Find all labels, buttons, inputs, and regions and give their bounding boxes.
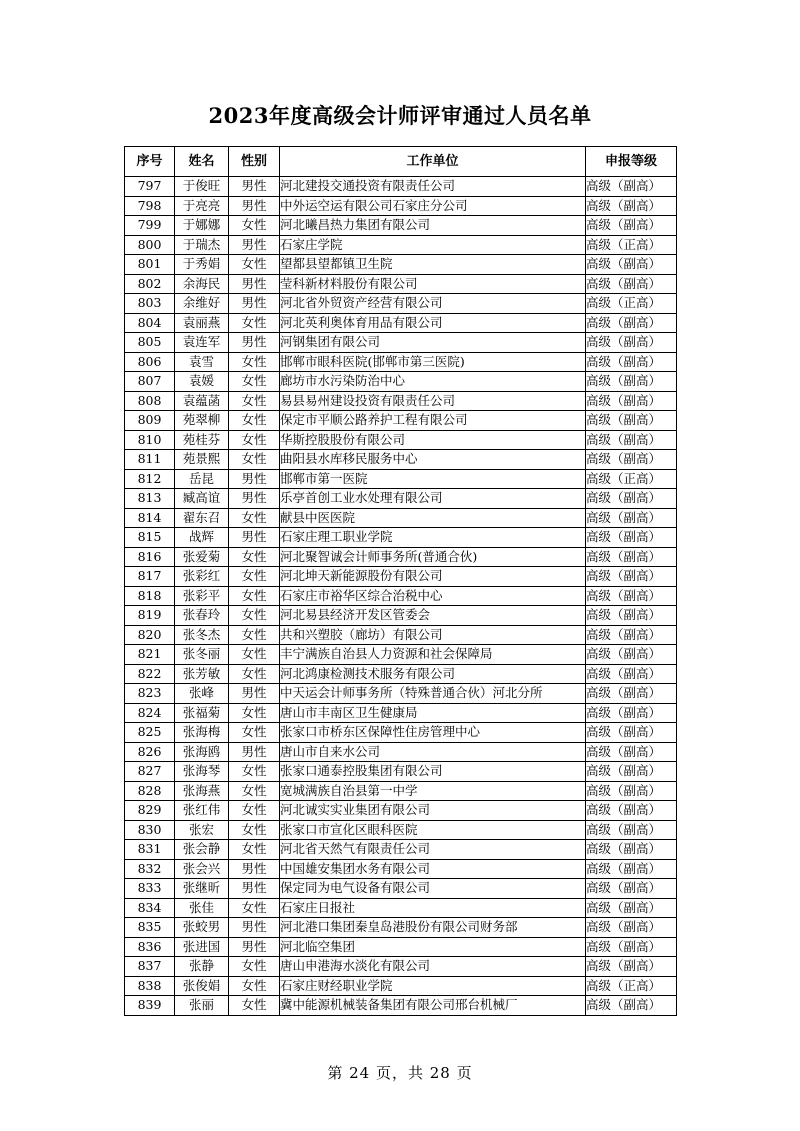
work-unit: 河北坤天新能源股份有限公司 bbox=[280, 567, 586, 587]
row-index: 810 bbox=[125, 430, 175, 450]
application-level: 高级（副高） bbox=[586, 391, 677, 411]
row-index: 802 bbox=[125, 274, 175, 294]
application-level: 高级（副高） bbox=[586, 781, 677, 801]
application-level: 高级（副高） bbox=[586, 937, 677, 957]
column-header-name: 姓名 bbox=[175, 147, 229, 177]
table-row bbox=[125, 840, 677, 860]
person-name: 张春玲 bbox=[175, 606, 229, 626]
table-row bbox=[125, 274, 677, 294]
person-gender: 女性 bbox=[229, 820, 280, 840]
work-unit: 乐亭首创工业水处理有限公司 bbox=[280, 489, 586, 509]
work-unit: 河北聚智诚会计师事务所(普通合伙) bbox=[280, 547, 586, 567]
person-gender: 女性 bbox=[229, 762, 280, 782]
row-index: 821 bbox=[125, 645, 175, 665]
row-index: 830 bbox=[125, 820, 175, 840]
column-header-organization: 工作单位 bbox=[280, 147, 586, 177]
person-name: 于俊旺 bbox=[175, 177, 229, 197]
person-name: 张俊娟 bbox=[175, 976, 229, 996]
page-footer: 第 24 页，共 28 页 bbox=[327, 1064, 473, 1082]
row-index: 825 bbox=[125, 723, 175, 743]
person-gender: 女性 bbox=[229, 430, 280, 450]
table-row bbox=[125, 216, 677, 236]
table-row bbox=[125, 469, 677, 489]
row-index: 839 bbox=[125, 996, 175, 1016]
row-index: 835 bbox=[125, 918, 175, 938]
person-gender: 女性 bbox=[229, 840, 280, 860]
row-index: 805 bbox=[125, 333, 175, 353]
table-row bbox=[125, 996, 677, 1016]
application-level: 高级（副高） bbox=[586, 567, 677, 587]
person-gender: 男性 bbox=[229, 684, 280, 704]
person-gender: 女性 bbox=[229, 255, 280, 275]
table-row bbox=[125, 859, 677, 879]
person-name: 袁蕴菡 bbox=[175, 391, 229, 411]
person-gender: 女性 bbox=[229, 957, 280, 977]
table-row bbox=[125, 489, 677, 509]
application-level: 高级（副高） bbox=[586, 762, 677, 782]
table-row bbox=[125, 937, 677, 957]
row-index: 803 bbox=[125, 294, 175, 314]
person-name: 袁雪 bbox=[175, 352, 229, 372]
person-name: 张红伟 bbox=[175, 801, 229, 821]
application-level: 高级（副高） bbox=[586, 352, 677, 372]
work-unit: 廊坊市水污染防治中心 bbox=[280, 372, 586, 392]
table-row bbox=[125, 898, 677, 918]
work-unit: 宽城满族自治县第一中学 bbox=[280, 781, 586, 801]
person-name: 战辉 bbox=[175, 528, 229, 548]
row-index: 836 bbox=[125, 937, 175, 957]
row-index: 801 bbox=[125, 255, 175, 275]
table-row bbox=[125, 664, 677, 684]
table-body bbox=[125, 177, 677, 1016]
table-row bbox=[125, 684, 677, 704]
person-name: 张冬杰 bbox=[175, 625, 229, 645]
work-unit: 张家口市宣化区眼科医院 bbox=[280, 820, 586, 840]
application-level: 高级（副高） bbox=[586, 313, 677, 333]
work-unit: 河北省外贸资产经营有限公司 bbox=[280, 294, 586, 314]
row-index: 797 bbox=[125, 177, 175, 197]
work-unit: 河北临空集团 bbox=[280, 937, 586, 957]
person-name: 张佳 bbox=[175, 898, 229, 918]
person-name: 张峰 bbox=[175, 684, 229, 704]
row-index: 818 bbox=[125, 586, 175, 606]
work-unit: 中天运会计师事务所（特殊普通合伙）河北分所 bbox=[280, 684, 586, 704]
table-row bbox=[125, 333, 677, 353]
person-name: 张会静 bbox=[175, 840, 229, 860]
table-row bbox=[125, 411, 677, 431]
person-name: 翟东召 bbox=[175, 508, 229, 528]
page-title: 2023年度高级会计师评审通过人员名单 bbox=[208, 103, 592, 128]
work-unit: 张家口通泰控股集团有限公司 bbox=[280, 762, 586, 782]
person-gender: 男性 bbox=[229, 274, 280, 294]
person-gender: 女性 bbox=[229, 450, 280, 470]
application-level: 高级（正高） bbox=[586, 976, 677, 996]
application-level: 高级（副高） bbox=[586, 918, 677, 938]
person-name: 袁媛 bbox=[175, 372, 229, 392]
row-index: 799 bbox=[125, 216, 175, 236]
application-level: 高级（副高） bbox=[586, 645, 677, 665]
person-name: 张静 bbox=[175, 957, 229, 977]
person-gender: 女性 bbox=[229, 547, 280, 567]
work-unit: 易县易州建设投资有限责任公司 bbox=[280, 391, 586, 411]
person-gender: 男性 bbox=[229, 177, 280, 197]
application-level: 高级（副高） bbox=[586, 801, 677, 821]
application-level: 高级（副高） bbox=[586, 820, 677, 840]
table-row bbox=[125, 255, 677, 275]
table-row bbox=[125, 742, 677, 762]
application-level: 高级（副高） bbox=[586, 840, 677, 860]
work-unit: 唐山市自来水公司 bbox=[280, 742, 586, 762]
person-gender: 女性 bbox=[229, 645, 280, 665]
application-level: 高级（副高） bbox=[586, 957, 677, 977]
person-gender: 女性 bbox=[229, 411, 280, 431]
work-unit: 邯郸市第一医院 bbox=[280, 469, 586, 489]
table-row bbox=[125, 820, 677, 840]
person-name: 余维好 bbox=[175, 294, 229, 314]
row-index: 809 bbox=[125, 411, 175, 431]
work-unit: 冀中能源机械装备集团有限公司邢台机械厂 bbox=[280, 996, 586, 1016]
application-level: 高级（副高） bbox=[586, 430, 677, 450]
person-gender: 男性 bbox=[229, 528, 280, 548]
person-name: 岳昆 bbox=[175, 469, 229, 489]
application-level: 高级（副高） bbox=[586, 606, 677, 626]
row-index: 800 bbox=[125, 235, 175, 255]
application-level: 高级（副高） bbox=[586, 742, 677, 762]
person-gender: 男性 bbox=[229, 235, 280, 255]
work-unit: 河北鸿康检测技术服务有限公司 bbox=[280, 664, 586, 684]
person-gender: 女性 bbox=[229, 216, 280, 236]
person-name: 袁丽燕 bbox=[175, 313, 229, 333]
application-level: 高级（副高） bbox=[586, 177, 677, 197]
person-name: 张丽 bbox=[175, 996, 229, 1016]
application-level: 高级（副高） bbox=[586, 255, 677, 275]
person-name: 张蛟男 bbox=[175, 918, 229, 938]
application-level: 高级（副高） bbox=[586, 508, 677, 528]
person-name: 张进国 bbox=[175, 937, 229, 957]
person-name: 张海鸥 bbox=[175, 742, 229, 762]
table-row bbox=[125, 567, 677, 587]
work-unit: 石家庄学院 bbox=[280, 235, 586, 255]
row-index: 819 bbox=[125, 606, 175, 626]
person-gender: 男性 bbox=[229, 879, 280, 899]
application-level: 高级（副高） bbox=[586, 216, 677, 236]
person-gender: 女性 bbox=[229, 567, 280, 587]
table-row bbox=[125, 703, 677, 723]
application-level: 高级（副高） bbox=[586, 450, 677, 470]
application-level: 高级（副高） bbox=[586, 723, 677, 743]
person-gender: 男性 bbox=[229, 196, 280, 216]
application-level: 高级（正高） bbox=[586, 294, 677, 314]
work-unit: 丰宁满族自治县人力资源和社会保障局 bbox=[280, 645, 586, 665]
work-unit: 河北英利奥体育用品有限公司 bbox=[280, 313, 586, 333]
person-gender: 女性 bbox=[229, 781, 280, 801]
table-row bbox=[125, 391, 677, 411]
table-row bbox=[125, 625, 677, 645]
application-level: 高级（副高） bbox=[586, 859, 677, 879]
work-unit: 华斯控股股份有限公司 bbox=[280, 430, 586, 450]
work-unit: 中国雄安集团水务有限公司 bbox=[280, 859, 586, 879]
person-name: 张芳敏 bbox=[175, 664, 229, 684]
person-name: 张彩平 bbox=[175, 586, 229, 606]
table-row bbox=[125, 781, 677, 801]
person-name: 张彩红 bbox=[175, 567, 229, 587]
table-row bbox=[125, 918, 677, 938]
table-row bbox=[125, 196, 677, 216]
person-name: 张海琴 bbox=[175, 762, 229, 782]
table-row bbox=[125, 372, 677, 392]
work-unit: 望都县望都镇卫生院 bbox=[280, 255, 586, 275]
table-row bbox=[125, 430, 677, 450]
person-gender: 女性 bbox=[229, 606, 280, 626]
application-level: 高级（副高） bbox=[586, 274, 677, 294]
table-row bbox=[125, 235, 677, 255]
application-level: 高级（副高） bbox=[586, 196, 677, 216]
row-index: 832 bbox=[125, 859, 175, 879]
table-row bbox=[125, 801, 677, 821]
table-row bbox=[125, 313, 677, 333]
person-gender: 女性 bbox=[229, 313, 280, 333]
application-level: 高级（副高） bbox=[586, 625, 677, 645]
person-gender: 男性 bbox=[229, 937, 280, 957]
row-index: 829 bbox=[125, 801, 175, 821]
person-gender: 女性 bbox=[229, 391, 280, 411]
work-unit: 邯郸市眼科医院(邯郸市第三医院) bbox=[280, 352, 586, 372]
work-unit: 河北曦昌热力集团有限公司 bbox=[280, 216, 586, 236]
work-unit: 石家庄市裕华区综合治税中心 bbox=[280, 586, 586, 606]
work-unit: 河北诚实实业集团有限公司 bbox=[280, 801, 586, 821]
application-level: 高级（副高） bbox=[586, 664, 677, 684]
work-unit: 莹科新材料股份有限公司 bbox=[280, 274, 586, 294]
row-index: 813 bbox=[125, 489, 175, 509]
row-index: 823 bbox=[125, 684, 175, 704]
person-gender: 男性 bbox=[229, 859, 280, 879]
row-index: 834 bbox=[125, 898, 175, 918]
table-row bbox=[125, 723, 677, 743]
table-header-row bbox=[125, 147, 677, 177]
row-index: 837 bbox=[125, 957, 175, 977]
person-name: 余海民 bbox=[175, 274, 229, 294]
table-row bbox=[125, 762, 677, 782]
person-name: 于瑞杰 bbox=[175, 235, 229, 255]
person-name: 张会兴 bbox=[175, 859, 229, 879]
row-index: 814 bbox=[125, 508, 175, 528]
person-gender: 男性 bbox=[229, 469, 280, 489]
person-name: 于亮亮 bbox=[175, 196, 229, 216]
row-index: 828 bbox=[125, 781, 175, 801]
table-row bbox=[125, 450, 677, 470]
table-row bbox=[125, 352, 677, 372]
table-row bbox=[125, 294, 677, 314]
application-level: 高级（副高） bbox=[586, 898, 677, 918]
work-unit: 唐山申港海水淡化有限公司 bbox=[280, 957, 586, 977]
person-name: 臧高谊 bbox=[175, 489, 229, 509]
row-index: 816 bbox=[125, 547, 175, 567]
work-unit: 保定市平顺公路养护工程有限公司 bbox=[280, 411, 586, 431]
person-gender: 女性 bbox=[229, 703, 280, 723]
row-index: 831 bbox=[125, 840, 175, 860]
person-name: 于秀娟 bbox=[175, 255, 229, 275]
application-level: 高级（副高） bbox=[586, 586, 677, 606]
table-row bbox=[125, 528, 677, 548]
person-gender: 女性 bbox=[229, 625, 280, 645]
work-unit: 石家庄财经职业学院 bbox=[280, 976, 586, 996]
person-gender: 男性 bbox=[229, 294, 280, 314]
person-name: 张继昕 bbox=[175, 879, 229, 899]
person-name: 苑景熙 bbox=[175, 450, 229, 470]
application-level: 高级（副高） bbox=[586, 703, 677, 723]
table-row bbox=[125, 957, 677, 977]
work-unit: 河北港口集团秦皇岛港股份有限公司财务部 bbox=[280, 918, 586, 938]
table-row bbox=[125, 645, 677, 665]
person-gender: 女性 bbox=[229, 996, 280, 1016]
work-unit: 中外运空运有限公司石家庄分公司 bbox=[280, 196, 586, 216]
column-header-gender: 性别 bbox=[229, 147, 280, 177]
application-level: 高级（副高） bbox=[586, 996, 677, 1016]
application-level: 高级（副高） bbox=[586, 547, 677, 567]
work-unit: 石家庄日报社 bbox=[280, 898, 586, 918]
table-row bbox=[125, 606, 677, 626]
work-unit: 献县中医医院 bbox=[280, 508, 586, 528]
person-name: 张爱菊 bbox=[175, 547, 229, 567]
work-unit: 石家庄理工职业学院 bbox=[280, 528, 586, 548]
row-index: 804 bbox=[125, 313, 175, 333]
person-gender: 女性 bbox=[229, 372, 280, 392]
person-gender: 女性 bbox=[229, 586, 280, 606]
row-index: 824 bbox=[125, 703, 175, 723]
table-row bbox=[125, 879, 677, 899]
work-unit: 共和兴塑胶（廊坊）有限公司 bbox=[280, 625, 586, 645]
row-index: 826 bbox=[125, 742, 175, 762]
work-unit: 曲阳县水库移民服务中心 bbox=[280, 450, 586, 470]
person-name: 张冬丽 bbox=[175, 645, 229, 665]
person-name: 于娜娜 bbox=[175, 216, 229, 236]
application-level: 高级（正高） bbox=[586, 235, 677, 255]
person-gender: 男性 bbox=[229, 333, 280, 353]
application-level: 高级（副高） bbox=[586, 411, 677, 431]
row-index: 833 bbox=[125, 879, 175, 899]
table-row bbox=[125, 508, 677, 528]
person-gender: 女性 bbox=[229, 976, 280, 996]
row-index: 822 bbox=[125, 664, 175, 684]
person-name: 张宏 bbox=[175, 820, 229, 840]
person-name: 苑翠柳 bbox=[175, 411, 229, 431]
row-index: 807 bbox=[125, 372, 175, 392]
person-gender: 男性 bbox=[229, 742, 280, 762]
person-gender: 男性 bbox=[229, 489, 280, 509]
person-gender: 男性 bbox=[229, 918, 280, 938]
person-name: 张海燕 bbox=[175, 781, 229, 801]
row-index: 798 bbox=[125, 196, 175, 216]
person-gender: 女性 bbox=[229, 723, 280, 743]
work-unit: 河北易县经济开发区管委会 bbox=[280, 606, 586, 626]
person-name: 苑桂芬 bbox=[175, 430, 229, 450]
personnel-table bbox=[124, 146, 677, 1016]
row-index: 812 bbox=[125, 469, 175, 489]
table-row bbox=[125, 177, 677, 197]
column-header-level: 申报等级 bbox=[586, 147, 677, 177]
application-level: 高级（副高） bbox=[586, 333, 677, 353]
person-gender: 女性 bbox=[229, 508, 280, 528]
application-level: 高级（副高） bbox=[586, 879, 677, 899]
work-unit: 河北省天然气有限责任公司 bbox=[280, 840, 586, 860]
work-unit: 保定同为电气设备有限公司 bbox=[280, 879, 586, 899]
work-unit: 张家口市桥东区保障性住房管理中心 bbox=[280, 723, 586, 743]
person-gender: 女性 bbox=[229, 664, 280, 684]
row-index: 827 bbox=[125, 762, 175, 782]
person-gender: 女性 bbox=[229, 898, 280, 918]
table-row bbox=[125, 547, 677, 567]
row-index: 815 bbox=[125, 528, 175, 548]
row-index: 808 bbox=[125, 391, 175, 411]
table-row bbox=[125, 586, 677, 606]
row-index: 817 bbox=[125, 567, 175, 587]
work-unit: 唐山市丰南区卫生健康局 bbox=[280, 703, 586, 723]
row-index: 838 bbox=[125, 976, 175, 996]
application-level: 高级（副高） bbox=[586, 528, 677, 548]
person-name: 袁连军 bbox=[175, 333, 229, 353]
column-header-index: 序号 bbox=[125, 147, 175, 177]
work-unit: 河北建投交通投资有限责任公司 bbox=[280, 177, 586, 197]
person-name: 张福菊 bbox=[175, 703, 229, 723]
person-gender: 女性 bbox=[229, 352, 280, 372]
person-name: 张海梅 bbox=[175, 723, 229, 743]
row-index: 820 bbox=[125, 625, 175, 645]
work-unit: 河钢集团有限公司 bbox=[280, 333, 586, 353]
application-level: 高级（副高） bbox=[586, 684, 677, 704]
application-level: 高级（正高） bbox=[586, 469, 677, 489]
row-index: 811 bbox=[125, 450, 175, 470]
person-gender: 女性 bbox=[229, 801, 280, 821]
application-level: 高级（副高） bbox=[586, 489, 677, 509]
application-level: 高级（副高） bbox=[586, 372, 677, 392]
table-row bbox=[125, 976, 677, 996]
row-index: 806 bbox=[125, 352, 175, 372]
